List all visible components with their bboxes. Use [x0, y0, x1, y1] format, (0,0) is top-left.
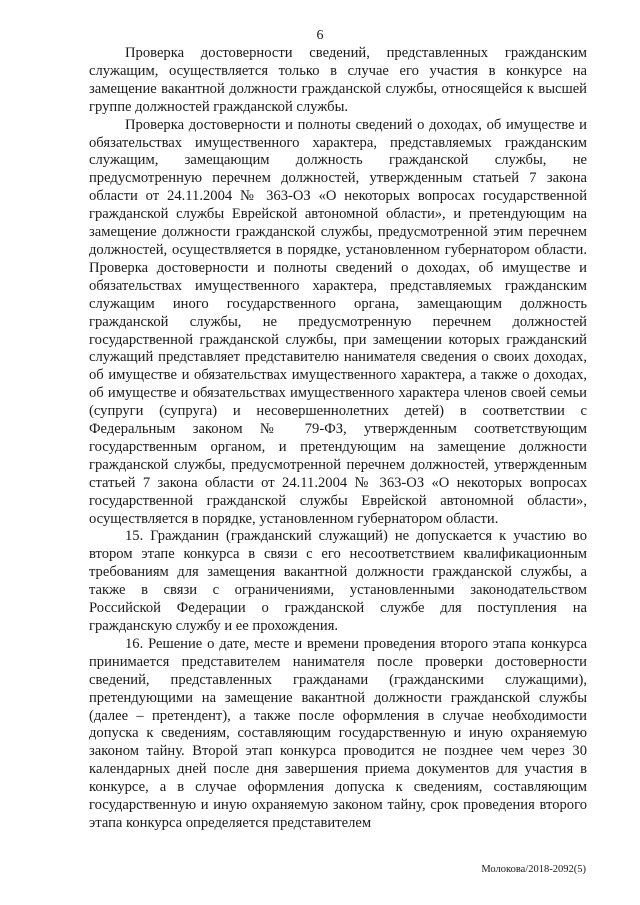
paragraph-item-15: 15. Гражданин (гражданский служащий) не допускается к участию во втором этапе конкурса в связи с его несоответствием квалификационным требованиям для замещения вакантной должности гражданской службы, а также в связи с ограничениями, установленными законодательством Российской Федерации о гражданской службе для поступления на гражданскую службу и ее прохождения. — [89, 528, 587, 634]
page-number: 6 — [316, 28, 324, 43]
paragraph-verification-civil-servant: Проверка достоверности сведений, представленных гражданским служащим, осуществляется только в случае его участия в конкурсе на замещение вакантной должности гражданской службы, относящейся к высшей группе должностей гражданской службы. — [89, 45, 587, 115]
paragraph-verification-income-property: Проверка достоверности и полноты сведений о доходах, об имуществе и обязательствах имущественного характера, представляемых гражданским служащим, замещающим должность гражданской службы, не предусмотренную перечнем должностей, утвержденным статьей 7 закона области от 24.11.2004 № 363-ОЗ «О некоторых вопросах государственной гражданской службы Еврейской автономной области», и претендующим на замещение должности гражданской службы, предусмотренной этим перечнем должностей, осуществляется в порядке, установленном губернатором области. Проверка достоверности и полноты сведений о доходах, об имуществе и обязательствах имущественного характера, представляемых гражданским служащим иного государственного органа, замещающим должность гражданской службы, не предусмотренную перечнем должностей государственной гражданской службы, при замещении которых гражданский служащий представляет представителю нанимателя сведения о своих доходах, об имуществе и обязательствах имущественного характера, а также о доходах, об имуществе и обязательствах имущественного характера членов своей семьи (супруги (супруга) и несовершеннолетних детей) в соответствии с Федеральным законом № 79-ФЗ, утвержденным соответствующим государственным органом, и претендующим на замещение должности гражданской службы, предусмотренной перечнем должностей, утвержденным статьей 7 закона области от 24.11.2004 № 363-ОЗ «О некоторых вопросах государственной гражданской службы Еврейской автономной области», осуществляется в порядке, установленном губернатором области. — [89, 116, 587, 527]
document-code: Молокова/2018-2092(5) — [481, 864, 586, 875]
document-body — [89, 45, 587, 833]
paragraph-item-16: 16. Решение о дате, месте и времени проведения второго этапа конкурса принимается представителем нанимателя после проверки достоверности сведений, представленных гражданами (гражданскими служащими), претендующими на замещение вакантной должности гражданской службы (далее – претендент), а также после оформления в случае необходимости допуска к сведениям, составляющим государственную и иную охраняемую законом тайну. Второй этап конкурса проводится не позднее чем через 30 календарных дней после дня завершения приема документов для участия в конкурсе, а в случае оформления допуска к сведениям, составляющим государственную и иную охраняемую законом тайну, срок проведения второго этапа конкурса определяется представителем — [89, 635, 587, 831]
